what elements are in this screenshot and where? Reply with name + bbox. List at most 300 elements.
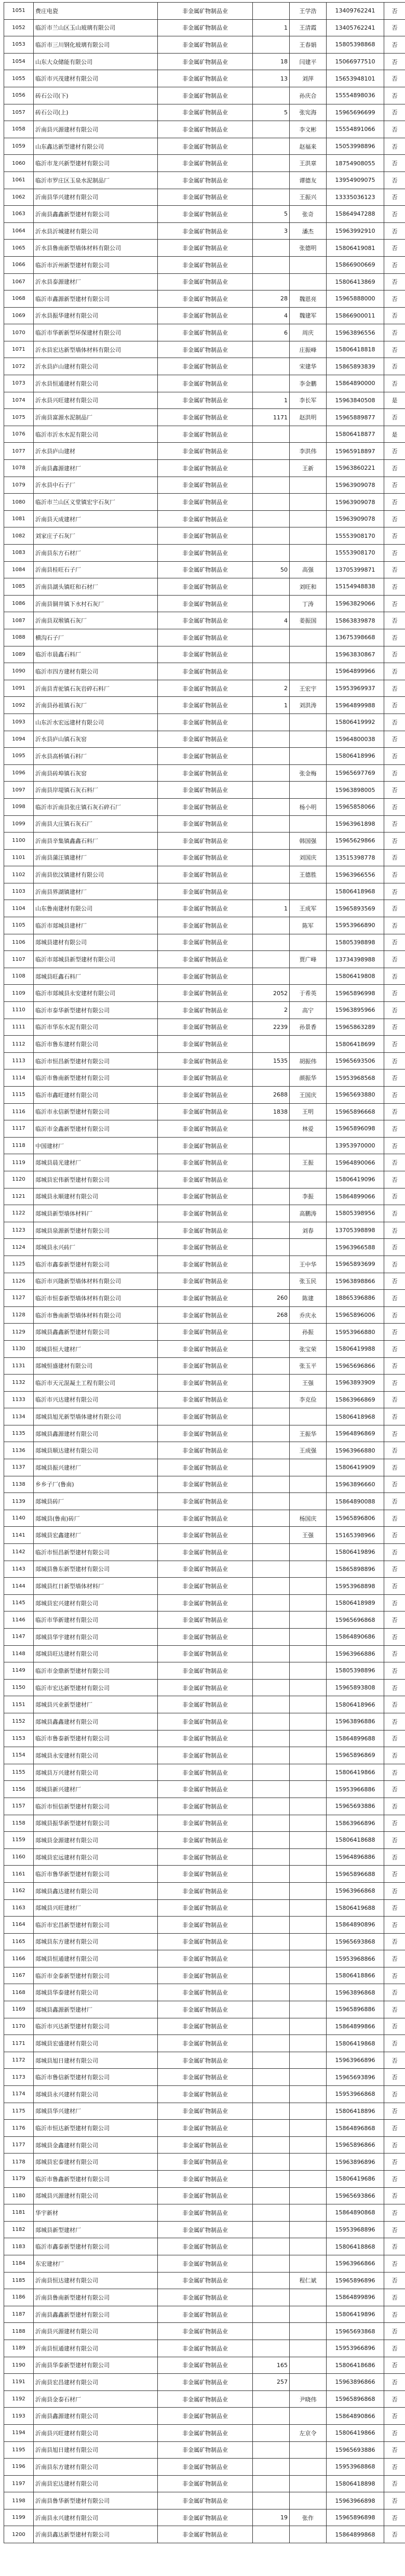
industry-cell: 非金属矿物制品业: [158, 1611, 253, 1629]
row-number-cell: 1180: [4, 2187, 34, 2204]
contact-person-cell: [290, 934, 327, 951]
company-name-cell: 郯城县恒大建材厂: [34, 1340, 158, 1357]
flag-cell: 否: [384, 155, 405, 172]
phone-number-cell: 15864947288: [327, 206, 384, 223]
company-name-cell: 临沂市永信新型建材有限公司: [34, 1103, 158, 1120]
quantity-cell: 2: [253, 1002, 290, 1019]
table-row: [4, 1205, 405, 1222]
contact-person-cell: 谭德友: [290, 171, 327, 189]
table-row: [4, 155, 405, 172]
industry-cell: 非金属矿物制品业: [158, 155, 253, 172]
flag-cell: 否: [384, 646, 405, 663]
contact-person-cell: 陈建: [290, 1290, 327, 1307]
industry-cell: 非金属矿物制品业: [158, 358, 253, 375]
phone-number-cell: 15806418966: [327, 1696, 384, 1713]
phone-number-cell: 15806418866: [327, 1967, 384, 1984]
contact-person-cell: 刘萍: [290, 70, 327, 87]
phone-number-cell: 15053998896: [327, 138, 384, 155]
table-row: [4, 1696, 405, 1713]
phone-number-cell: 15806419686: [327, 2171, 384, 2188]
contact-person-cell: 王国庆: [290, 1087, 327, 1104]
flag-cell: 否: [384, 561, 405, 578]
table-row: [4, 1848, 405, 1866]
flag-cell: 否: [384, 2492, 405, 2509]
industry-cell: 非金属矿物制品业: [158, 1899, 253, 1917]
table-row: [4, 2255, 405, 2272]
company-name-cell: 临沂市恒昌新型建材有限公司: [34, 1544, 158, 1561]
flag-cell: 否: [384, 36, 405, 54]
phone-number-cell: 15806418996: [327, 748, 384, 765]
company-name-cell: 沂水县兴旺建材有限公司: [34, 392, 158, 409]
industry-cell: 非金属矿物制品业: [158, 2475, 253, 2492]
flag-cell: 否: [384, 2374, 405, 2391]
row-number-cell: 1171: [4, 2035, 34, 2052]
quantity-cell: [253, 171, 290, 189]
company-name-cell: 郯城县新型墙体材料厂: [34, 1205, 158, 1222]
industry-cell: 非金属矿物制品业: [158, 1561, 253, 1578]
company-name-cell: 临沂市罗庄区玉泉水泥制品厂: [34, 171, 158, 189]
table-row: [4, 222, 405, 240]
industry-cell: 非金属矿物制品业: [158, 2492, 253, 2509]
flag-cell: 否: [384, 798, 405, 815]
flag-cell: 否: [384, 1629, 405, 1646]
phone-number-cell: 15964890066: [327, 1154, 384, 1171]
row-number-cell: 1116: [4, 1103, 34, 1120]
row-number-cell: 1154: [4, 1747, 34, 1764]
contact-person-cell: 姜振国: [290, 612, 327, 629]
industry-cell: 非金属矿物制品业: [158, 1222, 253, 1239]
table-row: [4, 1578, 405, 1595]
table-row: [4, 1120, 405, 1138]
phone-number-cell: 15963893909: [327, 1375, 384, 1392]
phone-number-cell: 15965693886: [327, 2441, 384, 2459]
quantity-cell: [253, 1764, 290, 1781]
company-name-cell: 临沂市鲁南新型墙体材料有限公司: [34, 1306, 158, 1324]
industry-cell: 非金属矿物制品业: [158, 2374, 253, 2391]
flag-cell: 否: [384, 256, 405, 273]
contact-person-cell: [290, 2323, 327, 2340]
company-name-cell: 郯城县永安建材有限公司: [34, 1747, 158, 1764]
row-number-cell: 1119: [4, 1154, 34, 1171]
company-name-cell: 临沂市鑫旺建材有限公司: [34, 1087, 158, 1104]
table-row: [4, 2001, 405, 2018]
flag-cell: 否: [384, 1103, 405, 1120]
quantity-cell: [253, 2018, 290, 2035]
phone-number-cell: 13405762241: [327, 19, 384, 36]
company-name-cell: 临沂市金鑫新型建材有限公司: [34, 1120, 158, 1138]
flag-cell: 否: [384, 460, 405, 477]
quantity-cell: [253, 1459, 290, 1476]
table-row: [4, 545, 405, 562]
contact-person-cell: 魏建军: [290, 307, 327, 324]
row-number-cell: 1152: [4, 1713, 34, 1730]
table-row: [4, 985, 405, 1002]
company-name-cell: 临沂市恒泰新型墙体材料有限公司: [34, 1290, 158, 1307]
flag-cell: 否: [384, 578, 405, 596]
quantity-cell: [253, 1036, 290, 1053]
flag-cell: 否: [384, 2255, 405, 2272]
contact-person-cell: [290, 2408, 327, 2425]
quantity-cell: [253, 1154, 290, 1171]
row-number-cell: 1137: [4, 1459, 34, 1476]
row-number-cell: 1148: [4, 1645, 34, 1662]
flag-cell: 否: [384, 443, 405, 460]
company-name-cell: 郯城县旺鑫石料厂: [34, 968, 158, 985]
flag-cell: 否: [384, 1832, 405, 1849]
phone-number-cell: 15964896886: [327, 1848, 384, 1866]
row-number-cell: 1052: [4, 19, 34, 36]
table-row: [4, 1747, 405, 1764]
industry-cell: 非金属矿物制品业: [158, 2001, 253, 2018]
industry-cell: 非金属矿物制品业: [158, 206, 253, 223]
company-name-cell: 沂南县岸堤镇石灰石料厂: [34, 782, 158, 799]
contact-person-cell: 李文彬: [290, 121, 327, 138]
contact-person-cell: 李长军: [290, 392, 327, 409]
quantity-cell: [253, 1848, 290, 1866]
flag-cell: 否: [384, 2154, 405, 2171]
industry-cell: 非金属矿物制品业: [158, 2340, 253, 2357]
phone-number-cell: 15963829066: [327, 595, 384, 612]
table-row: [4, 1866, 405, 1883]
contact-person-cell: [290, 1493, 327, 1510]
phone-number-cell: 15864896868: [327, 2120, 384, 2137]
phone-number-cell: 15806418968: [327, 1408, 384, 1425]
table-row: [4, 1527, 405, 1544]
contact-person-cell: [290, 2052, 327, 2069]
flag-cell: 否: [384, 1154, 405, 1171]
table-row: [4, 1391, 405, 1408]
company-name-cell: 沂南县兴源建材有限公司: [34, 2323, 158, 2340]
contact-person-cell: [290, 2171, 327, 2188]
flag-cell: 否: [384, 1578, 405, 1595]
industry-cell: 非金属矿物制品业: [158, 1205, 253, 1222]
row-number-cell: 1098: [4, 798, 34, 815]
contact-person-cell: [290, 2204, 327, 2222]
flag-cell: 否: [384, 375, 405, 392]
company-name-cell: 郯城县泉源新型建材有限公司: [34, 1222, 158, 1239]
row-number-cell: 1059: [4, 138, 34, 155]
table-row: [4, 409, 405, 426]
industry-cell: 非金属矿物制品业: [158, 2187, 253, 2204]
company-name-cell: 沂南县孙祖镇石灰厂: [34, 697, 158, 714]
quantity-cell: [253, 1798, 290, 1815]
industry-cell: 非金属矿物制品业: [158, 510, 253, 527]
row-number-cell: 1071: [4, 341, 34, 358]
quantity-cell: [253, 2272, 290, 2289]
contact-person-cell: 赵福来: [290, 138, 327, 155]
industry-cell: 非金属矿物制品业: [158, 2086, 253, 2103]
company-name-cell: 东宏建材厂: [34, 2255, 158, 2272]
flag-cell: 否: [384, 19, 405, 36]
row-number-cell: 1184: [4, 2255, 34, 2272]
phone-number-cell: 15965693866: [327, 2187, 384, 2204]
phone-number-cell: 15864890686: [327, 1629, 384, 1646]
company-name-cell: 沂水县鲁南新型墙体材料有限公司: [34, 240, 158, 257]
phone-number-cell: 15953968898: [327, 1578, 384, 1595]
industry-cell: 非金属矿物制品业: [158, 1425, 253, 1442]
row-number-cell: 1196: [4, 2459, 34, 2476]
flag-cell: 否: [384, 1594, 405, 1611]
flag-cell: 否: [384, 1950, 405, 1967]
table-row: [4, 1002, 405, 1019]
row-number-cell: 1090: [4, 663, 34, 680]
contact-person-cell: 王振华: [290, 1425, 327, 1442]
company-name-cell: 临沂市鲁信新型建材有限公司: [34, 2069, 158, 2086]
quantity-cell: 260: [253, 1290, 290, 1307]
company-name-cell: 山东鑫达新型建材有限公司: [34, 138, 158, 155]
company-name-cell: 郯城县晨光建材厂: [34, 1154, 158, 1171]
row-number-cell: 1140: [4, 1510, 34, 1527]
industry-cell: 非金属矿物制品业: [158, 375, 253, 392]
row-number-cell: 1175: [4, 2103, 34, 2120]
contact-person-cell: [290, 2120, 327, 2137]
quantity-cell: [253, 798, 290, 815]
table-row: [4, 3, 405, 20]
flag-cell: 否: [384, 2390, 405, 2408]
quantity-cell: [253, 1832, 290, 1849]
row-number-cell: 1092: [4, 697, 34, 714]
company-name-cell: 临沂市宏达新型建材有限公司: [34, 1679, 158, 1696]
row-number-cell: 1081: [4, 510, 34, 527]
industry-cell: 非金属矿物制品业: [158, 1019, 253, 1036]
company-name-cell: 沂南县东方建材有限公司: [34, 2459, 158, 2476]
industry-cell: 非金属矿物制品业: [158, 426, 253, 443]
table-row: [4, 290, 405, 308]
flag-cell: 否: [384, 1425, 405, 1442]
industry-cell: 非金属矿物制品业: [158, 764, 253, 782]
flag-cell: 否: [384, 883, 405, 900]
industry-cell: 非金属矿物制品业: [158, 240, 253, 257]
contact-person-cell: [290, 1578, 327, 1595]
flag-cell: 是: [384, 392, 405, 409]
quantity-cell: 5: [253, 104, 290, 121]
row-number-cell: 1105: [4, 917, 34, 934]
row-number-cell: 1178: [4, 2154, 34, 2171]
table-row: [4, 36, 405, 54]
flag-cell: 否: [384, 545, 405, 562]
phone-number-cell: 15806419988: [327, 1340, 384, 1357]
flag-cell: 否: [384, 240, 405, 257]
flag-cell: 否: [384, 1917, 405, 1934]
industry-cell: 非金属矿物制品业: [158, 545, 253, 562]
company-name-cell: 沂水县宏达新型墙体材料有限公司: [34, 341, 158, 358]
company-name-cell: 临沂市兴隆新型墙体材料有限公司: [34, 1273, 158, 1290]
quantity-cell: 1: [253, 900, 290, 917]
table-row: [4, 1950, 405, 1967]
row-number-cell: 1093: [4, 714, 34, 731]
table-row: [4, 1510, 405, 1527]
phone-number-cell: 13705398898: [327, 1222, 384, 1239]
phone-number-cell: 15965696866: [327, 1357, 384, 1375]
row-number-cell: 1186: [4, 2289, 34, 2306]
table-row: [4, 1256, 405, 1273]
row-number-cell: 1110: [4, 1002, 34, 1019]
contact-person-cell: [290, 2289, 327, 2306]
phone-number-cell: 15965629866: [327, 833, 384, 850]
company-name-cell: 临沂市鲁东建材有限公司: [34, 1036, 158, 1053]
industry-cell: 非金属矿物制品业: [158, 2526, 253, 2543]
phone-number-cell: 15963966866: [327, 2255, 384, 2272]
quantity-cell: [253, 1933, 290, 1950]
flag-cell: 否: [384, 2441, 405, 2459]
industry-cell: 非金属矿物制品业: [158, 256, 253, 273]
contact-person-cell: 庄振峰: [290, 341, 327, 358]
table-row: [4, 1408, 405, 1425]
industry-cell: 非金属矿物制品业: [158, 866, 253, 883]
quantity-cell: 1838: [253, 1103, 290, 1120]
company-name-cell: 临沂市鲁华新型建材有限公司: [34, 1866, 158, 1883]
industry-cell: 非金属矿物制品业: [158, 2272, 253, 2289]
phone-number-cell: 15864890000: [327, 375, 384, 392]
quantity-cell: [253, 138, 290, 155]
contact-person-cell: [290, 1832, 327, 1849]
quantity-cell: [253, 833, 290, 850]
flag-cell: 否: [384, 1662, 405, 1680]
quantity-cell: 6: [253, 324, 290, 341]
table-row: [4, 2120, 405, 2137]
company-name-cell: 沂南县兴旺建材有限公司: [34, 2424, 158, 2441]
table-row: [4, 1375, 405, 1392]
flag-cell: 否: [384, 1848, 405, 1866]
row-number-cell: 1159: [4, 1832, 34, 1849]
contact-person-cell: [290, 748, 327, 765]
row-number-cell: 1073: [4, 375, 34, 392]
industry-cell: 非金属矿物制品业: [158, 1967, 253, 1984]
row-number-cell: 1142: [4, 1544, 34, 1561]
quantity-cell: [253, 2492, 290, 2509]
row-number-cell: 1191: [4, 2374, 34, 2391]
flag-cell: 否: [384, 1340, 405, 1357]
row-number-cell: 1138: [4, 1476, 34, 1493]
contact-person-cell: 李振: [290, 1188, 327, 1205]
row-number-cell: 1055: [4, 70, 34, 87]
industry-cell: 非金属矿物制品业: [158, 1730, 253, 1747]
table-row: [4, 1764, 405, 1781]
flag-cell: 否: [384, 1645, 405, 1662]
company-name-cell: 郯城县恒通建材有限公司: [34, 1950, 158, 1967]
flag-cell: 否: [384, 510, 405, 527]
row-number-cell: 1054: [4, 53, 34, 70]
quantity-cell: [253, 460, 290, 477]
flag-cell: 否: [384, 341, 405, 358]
table-row: [4, 629, 405, 646]
phone-number-cell: 15965896866: [327, 2136, 384, 2154]
quantity-cell: [253, 1679, 290, 1696]
table-row: [4, 1137, 405, 1154]
contact-person-cell: [290, 1036, 327, 1053]
flag-cell: 否: [384, 866, 405, 883]
quantity-cell: [253, 1561, 290, 1578]
phone-number-cell: 15963896896: [327, 2154, 384, 2171]
quantity-cell: 1535: [253, 1052, 290, 1069]
company-name-cell: 临沂市恒达新型建材有限公司: [34, 2120, 158, 2137]
company-name-cell: 郯城县永兴砖厂: [34, 1239, 158, 1256]
industry-cell: 非金属矿物制品业: [158, 1120, 253, 1138]
industry-cell: 非金属矿物制品业: [158, 1984, 253, 2001]
industry-cell: 非金属矿物制品业: [158, 595, 253, 612]
quantity-cell: [253, 426, 290, 443]
phone-number-cell: 15965888000: [327, 290, 384, 308]
table-row: [4, 595, 405, 612]
phone-number-cell: 18865396886: [327, 1290, 384, 1307]
phone-number-cell: 15866900669: [327, 256, 384, 273]
industry-cell: 非金属矿物制品业: [158, 1476, 253, 1493]
company-name-cell: 沂南县金泰石材厂: [34, 2390, 158, 2408]
company-name-cell: 沂水县庐山建材: [34, 443, 158, 460]
company-name-cell: 沂水县庐山建材有限公司: [34, 358, 158, 375]
industry-cell: 非金属矿物制品业: [158, 171, 253, 189]
company-name-cell: 沂南县大庄镇石灰石厂: [34, 815, 158, 833]
row-number-cell: 1160: [4, 1848, 34, 1866]
phone-number-cell: 15806418989: [327, 1594, 384, 1611]
quantity-cell: 165: [253, 2357, 290, 2374]
row-number-cell: 1200: [4, 2526, 34, 2543]
table-row: [4, 2171, 405, 2188]
industry-cell: 非金属矿物制品业: [158, 2154, 253, 2171]
flag-cell: 否: [384, 1882, 405, 1899]
industry-cell: 非金属矿物制品业: [158, 1645, 253, 1662]
phone-number-cell: 15963961898: [327, 815, 384, 833]
phone-number-cell: 15963966556: [327, 866, 384, 883]
company-name-cell: 郯城县金源建材有限公司: [34, 1832, 158, 1849]
table-row: [4, 375, 405, 392]
industry-cell: 非金属矿物制品业: [158, 1832, 253, 1849]
industry-cell: 非金属矿物制品业: [158, 2136, 253, 2154]
flag-cell: 否: [384, 2459, 405, 2476]
flag-cell: 否: [384, 697, 405, 714]
contact-person-cell: 张奇: [290, 206, 327, 223]
phone-number-cell: 15965896869: [327, 1747, 384, 1764]
table-row: [4, 1340, 405, 1357]
quantity-cell: [253, 2441, 290, 2459]
contact-person-cell: [290, 2018, 327, 2035]
industry-cell: 非金属矿物制品业: [158, 104, 253, 121]
table-row: [4, 2390, 405, 2408]
contact-person-cell: [290, 510, 327, 527]
quantity-cell: [253, 1594, 290, 1611]
row-number-cell: 1198: [4, 2492, 34, 2509]
table-row: [4, 307, 405, 324]
contact-person-cell: 王德胜: [290, 866, 327, 883]
phone-number-cell: 15865898896: [327, 1561, 384, 1578]
phone-number-cell: 15806419866: [327, 1764, 384, 1781]
company-name-cell: 临沂市华新建材有限公司: [34, 1611, 158, 1629]
industry-cell: 非金属矿物制品业: [158, 2255, 253, 2272]
row-number-cell: 1179: [4, 2171, 34, 2188]
phone-number-cell: 15953968896: [327, 2221, 384, 2238]
phone-number-cell: 15953968868: [327, 2459, 384, 2476]
company-name-cell: 郯城县旭光新型墙体建材有限公司: [34, 1408, 158, 1425]
company-name-cell: 临沂市恒昌新型建材有限公司: [34, 1052, 158, 1069]
company-name-cell: 郯城县东方建材有限公司: [34, 1933, 158, 1950]
phone-number-cell: 15964800038: [327, 731, 384, 748]
industry-cell: 非金属矿物制品业: [158, 2171, 253, 2188]
contact-person-cell: 胡振伟: [290, 1052, 327, 1069]
quantity-cell: [253, 1340, 290, 1357]
row-number-cell: 1150: [4, 1679, 34, 1696]
quantity-cell: [253, 764, 290, 782]
contact-person-cell: 孙景香: [290, 1019, 327, 1036]
table-row: [4, 206, 405, 223]
industry-cell: 非金属矿物制品业: [158, 815, 253, 833]
table-row: [4, 1425, 405, 1442]
row-number-cell: 1107: [4, 951, 34, 968]
row-number-cell: 1121: [4, 1188, 34, 1205]
row-number-cell: 1072: [4, 358, 34, 375]
industry-cell: 非金属矿物制品业: [158, 1442, 253, 1459]
flag-cell: 否: [384, 1375, 405, 1392]
company-name-cell: 沂南县辛集镇鑫鑫石料厂: [34, 833, 158, 850]
